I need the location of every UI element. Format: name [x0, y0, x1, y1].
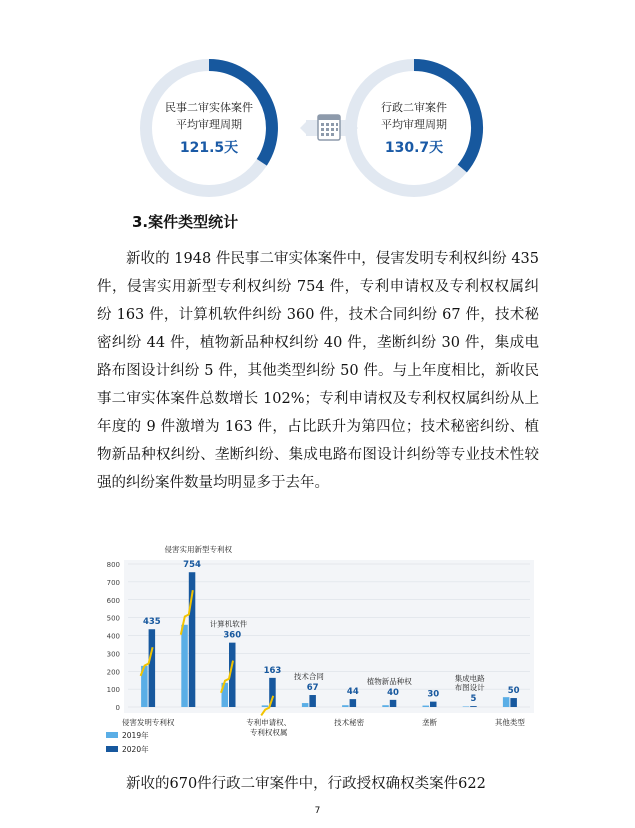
- data-label-2020: 67: [306, 683, 319, 694]
- donut-value: 121.5天: [179, 140, 239, 156]
- y-tick-label: 600: [106, 596, 120, 605]
- bar-2019: [423, 706, 430, 707]
- data-label-2020: 30: [427, 689, 440, 700]
- x-tick-label: 垄断: [422, 718, 437, 727]
- donut-label-line1: 民事二审实体案件: [165, 101, 253, 114]
- y-tick-label: 200: [106, 668, 120, 677]
- x-tick-label: 专利权权属: [249, 728, 288, 737]
- bar-2020: [470, 706, 477, 707]
- page-number: 7: [314, 806, 321, 816]
- legend-label: 2019年: [122, 731, 149, 740]
- annotation-label: 集成电路: [454, 674, 485, 684]
- case-type-bar-chart: [90, 540, 540, 772]
- y-tick-label: 0: [115, 704, 120, 712]
- y-tick-label: 100: [106, 686, 120, 695]
- data-label-2020: 44: [346, 687, 359, 698]
- annotation-label: 计算机软件: [209, 619, 248, 629]
- bar-2019: [503, 697, 510, 707]
- donut-label-line2: 平均审理周期: [381, 118, 447, 131]
- bar-2020: [430, 702, 437, 707]
- data-label-2020: 435: [142, 617, 161, 628]
- annotation-label: 侵害实用新型专利权: [164, 545, 233, 554]
- y-tick-label: 800: [106, 561, 120, 569]
- bar-2019: [302, 703, 309, 707]
- data-label-2020: 754: [183, 560, 201, 571]
- annotation-label: 布图设计: [454, 683, 485, 693]
- annotation-label: 植物新品种权: [366, 676, 412, 686]
- data-label-2020: 50: [507, 686, 520, 697]
- bar-2019: [463, 706, 470, 707]
- data-label-2020: 360: [223, 630, 242, 641]
- paragraph-admin-cases: 新收的670件行政二审案件中，行政授权确权类案件622: [126, 776, 486, 792]
- legend-label: 2020年: [122, 745, 149, 754]
- bar-2020: [350, 699, 357, 707]
- bar-2020: [309, 695, 316, 707]
- section-heading: 3.案件类型统计: [132, 213, 239, 231]
- donut-value: 130.7天: [384, 140, 444, 156]
- x-tick-label: 侵害发明专利权: [121, 718, 175, 727]
- legend-swatch: [106, 746, 118, 752]
- annotation-label: 技术合同: [293, 672, 324, 682]
- donut-label-line1: 行政二审案件: [381, 101, 447, 114]
- bar-2019: [181, 625, 188, 707]
- bar-2019: [382, 705, 389, 707]
- y-tick-label: 700: [106, 578, 120, 587]
- donut-admin-cycle: [344, 58, 484, 198]
- data-label-2020: 40: [387, 687, 399, 698]
- data-label-2020: 5: [470, 694, 477, 705]
- data-label-2020: 163: [263, 665, 282, 676]
- y-tick-label: 300: [106, 650, 120, 659]
- legend-swatch: [106, 732, 118, 738]
- x-tick-label: 专利申请权、: [246, 718, 292, 727]
- y-tick-label: 400: [106, 632, 120, 641]
- donut-civil-cycle: [139, 58, 279, 198]
- donut-label-line2: 平均审理周期: [176, 118, 242, 131]
- bar-2019: [262, 705, 269, 707]
- paragraph-civil-cases: 新收的 1948 件民事二审实体案件中，侵害发明专利权纠纷 435 件，侵害实用新型专利权纠纷 754 件，专利申请权及专利权权属纠纷 163 件，计算机软件纠纷 360 件，技术合同纠纷 67 件，技术秘密纠纷 44 件，植物新品种权纠纷 40 件，垄断纠纷 30 件，集成电路布图设计纠纷 5 件，其他类型纠纷 50 件。与上年度相比，新收民事二审实体案件总数增长 102%；专利申请权及专利权权属纠纷从上年度的 9 件激增为 163 件，占比跃升为第四位；技术秘密纠纷、植物新品种权纠纷、垄断纠纷、集成电路布图设计纠纷等专业技术性较强的纠纷案件数量均明显多于去年。: [97, 251, 539, 491]
- bar-2020: [149, 629, 156, 707]
- x-tick-label: 其他类型: [494, 718, 525, 727]
- bar-2019: [342, 705, 349, 707]
- bar-2020: [510, 698, 517, 707]
- x-tick-label: 技术秘密: [334, 718, 365, 727]
- y-tick-label: 500: [106, 614, 120, 623]
- bar-2020: [390, 700, 397, 707]
